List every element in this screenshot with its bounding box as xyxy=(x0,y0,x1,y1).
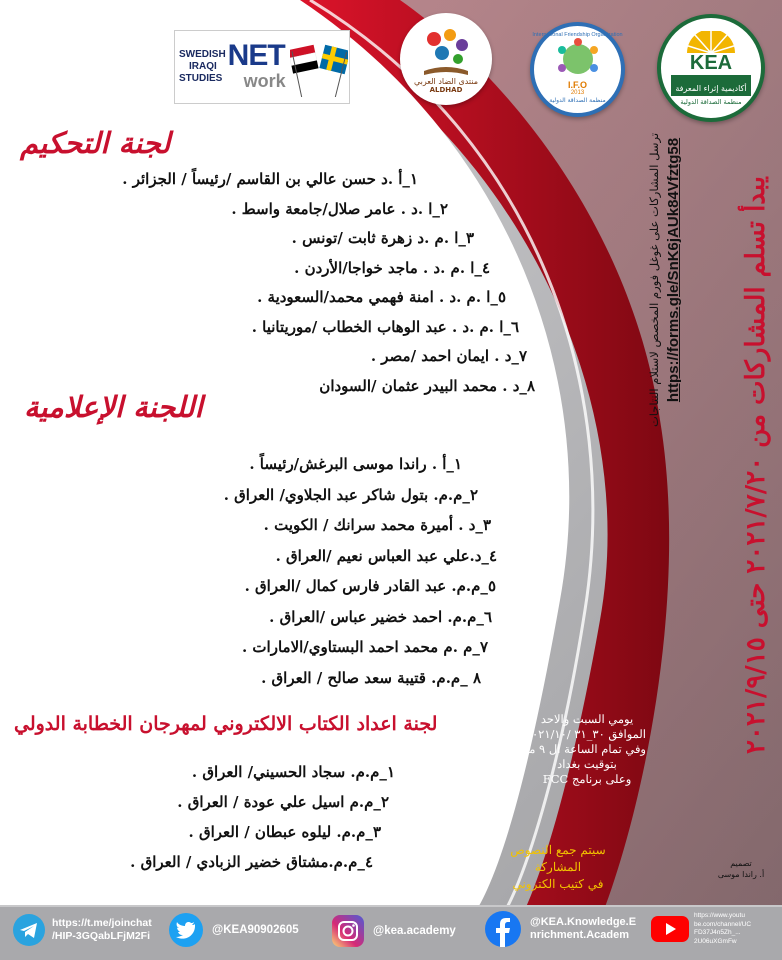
instagram-link[interactable] xyxy=(331,914,456,948)
globe-people-icon xyxy=(552,38,604,80)
instagram-handle: @kea.academy xyxy=(373,924,456,937)
committee-member: ٣_م.م. ليلوه عبطان / العراق . xyxy=(188,823,381,841)
friendship-organization-logo xyxy=(530,22,625,117)
committee-member: ٦_م.م. احمد خضير عباس /العراق . xyxy=(269,607,492,626)
instagram-icon xyxy=(331,914,365,948)
committee-member: ٤_ا .م .د . ماجد خواجا/الأردن . xyxy=(294,258,490,277)
committee-member: ١_أ .د حسن عالي بن القاسم /رئيساً / الجزائر . xyxy=(122,170,418,188)
friendship-abbr: I.F.O xyxy=(567,79,587,90)
twitter-link[interactable] xyxy=(168,912,299,948)
iraq-sweden-flags-icon xyxy=(290,37,348,97)
ebook-committee-title: لجنة اعداد الكتاب الالكتروني لمهرجان الخطابة الدولي xyxy=(14,713,438,735)
committee-member: ٢_م.م. بتول شاكر عبد الجلاوي/ العراق . xyxy=(223,485,478,504)
committee-member: ٥_م.م. عبد القادر فارس كمال /العراق . xyxy=(244,577,496,595)
collect-note xyxy=(498,842,618,893)
kea-rays-icon xyxy=(683,31,739,53)
kea-sub: منظمة الصداقة الدولية xyxy=(680,97,742,106)
logo-swedish-line3: STUDIES xyxy=(179,73,223,84)
committee-member: ١_م.م. سجاد الحسيني/ العراق . xyxy=(191,763,395,781)
facebook-icon xyxy=(484,910,522,948)
twitter-handle: @KEA90902605 xyxy=(212,923,299,936)
youtube-url-line3: FD37J4n5Zh_... xyxy=(694,929,741,936)
committee-member: ٧_م .م محمد احمد البستاوي/الامارات . xyxy=(241,638,488,656)
youtube-url-line2: be.com/channel/UC xyxy=(694,920,752,928)
event-info-line: بتوقيت بغداد xyxy=(557,757,617,771)
committee-member: ٦_ا .م .د . عبد الوهاب الخطاب /موريتانيا . xyxy=(251,317,519,336)
twitter-icon xyxy=(168,912,204,948)
telegram-url-line1: https://t.me/joinchat xyxy=(52,917,152,929)
google-form-link[interactable]: https://forms.gle/SnK6jAUk84Vfztg58 xyxy=(665,137,682,403)
friendship-year: 2013 xyxy=(570,89,585,96)
arbitration-committee-title: لجنة التحكيم xyxy=(20,126,171,160)
telegram-icon xyxy=(12,913,46,947)
youtube-url-line1: https://www.youtu xyxy=(694,912,745,919)
committee-member: ٥_ا .م .د . امنة فهمي محمد/السعودية . xyxy=(257,288,506,306)
committee-member: ٤_د.علي عبد العباس نعيم /العراق . xyxy=(275,546,497,565)
telegram-link[interactable] xyxy=(12,913,152,947)
facebook-handle-line2: nrichment.Academ xyxy=(530,929,630,941)
designer-label: تصميم xyxy=(730,859,752,868)
submission-note: ترسل المشاركات على غوغل فورم المخصص لاستلام النتاجات xyxy=(647,132,661,428)
committee-member: ٣_ا .م .د زهرة ثابت /تونس . xyxy=(291,229,474,247)
logo-net-text: NET xyxy=(227,39,285,72)
committee-member: ٢_م.م اسيل علي عودة / العراق . xyxy=(177,793,389,811)
logo-swedish-line1: SWEDISH xyxy=(179,49,226,60)
committee-member: ٣_د . أميرة محمد سرانك / الكويت . xyxy=(263,516,491,534)
committee-member: ٨ _م.م. قتيبة سعد صالح / العراق . xyxy=(261,668,481,687)
committee-member: ٢_ا .د . عامر صلال/جامعة واسط . xyxy=(231,199,448,218)
swedish-iraqi-studies-logo xyxy=(174,30,350,104)
dhad-emblem-icon xyxy=(416,25,476,77)
youtube-url-line4: 2U06uXGmFw xyxy=(694,937,737,945)
collect-note-line1: سيتم جمع النصوص المشاركة xyxy=(510,843,606,874)
event-info-line: وعلى برنامج FCC xyxy=(542,772,632,786)
committee-member: ١_أ . راندا موسى البرغش/رئيساً . xyxy=(249,455,462,473)
designer-name: أ. راندا موسى xyxy=(717,870,765,879)
dhad-caption: منتدى الضاد العربي xyxy=(413,76,479,86)
youtube-link[interactable] xyxy=(650,912,751,946)
designer-credit xyxy=(716,858,766,880)
logo-work-text: work xyxy=(243,71,286,91)
youtube-icon xyxy=(650,914,690,944)
event-info-line: وفي تمام الساعة ال ٩ مساء xyxy=(510,742,646,756)
submission-dates-title: يبدأ تسلم المشاركات من ٢٠٢١/٧/٢٠ حتى ٢٠٢١/٩/١٥ xyxy=(741,175,771,755)
committee-member: ٧_د . ايمان احمد /مصر . xyxy=(370,347,527,365)
collect-note-line2: في كتيب الكتروني xyxy=(512,877,604,891)
telegram-url-line2: /HIP-3GQabLFjM2Fi xyxy=(52,930,151,942)
media-committee-title: اللجنة الإعلامية xyxy=(24,390,203,424)
kea-arabic: أكاديمية إثراء المعرفة xyxy=(675,83,747,93)
friendship-arabic: منظمة الصداقة الدولية xyxy=(549,96,606,104)
facebook-link[interactable] xyxy=(484,910,636,948)
logo-swedish-line2: IRAQI xyxy=(189,61,217,72)
event-info xyxy=(510,712,646,787)
committee-member: ٨_د . محمد البيدر عثمان /السودان xyxy=(319,376,535,395)
dhad-latin: ALDHAD xyxy=(429,85,463,94)
event-info-line: الموافق ٣٠_٣١ /٢٠٢١/١٠ xyxy=(525,727,646,741)
kea-academy-logo xyxy=(657,14,765,122)
committee-member: ٤_م.م.مشتاق خضير الزبادي / العراق . xyxy=(130,853,373,871)
facebook-handle-line1: @KEA.Knowledge.E xyxy=(530,916,637,928)
event-info-line: يومي السبت والاحد xyxy=(540,712,634,726)
kea-name: KEA xyxy=(689,51,733,74)
dhad-forum-logo xyxy=(400,13,492,105)
friendship-title: International Friendship Organization xyxy=(532,31,623,38)
